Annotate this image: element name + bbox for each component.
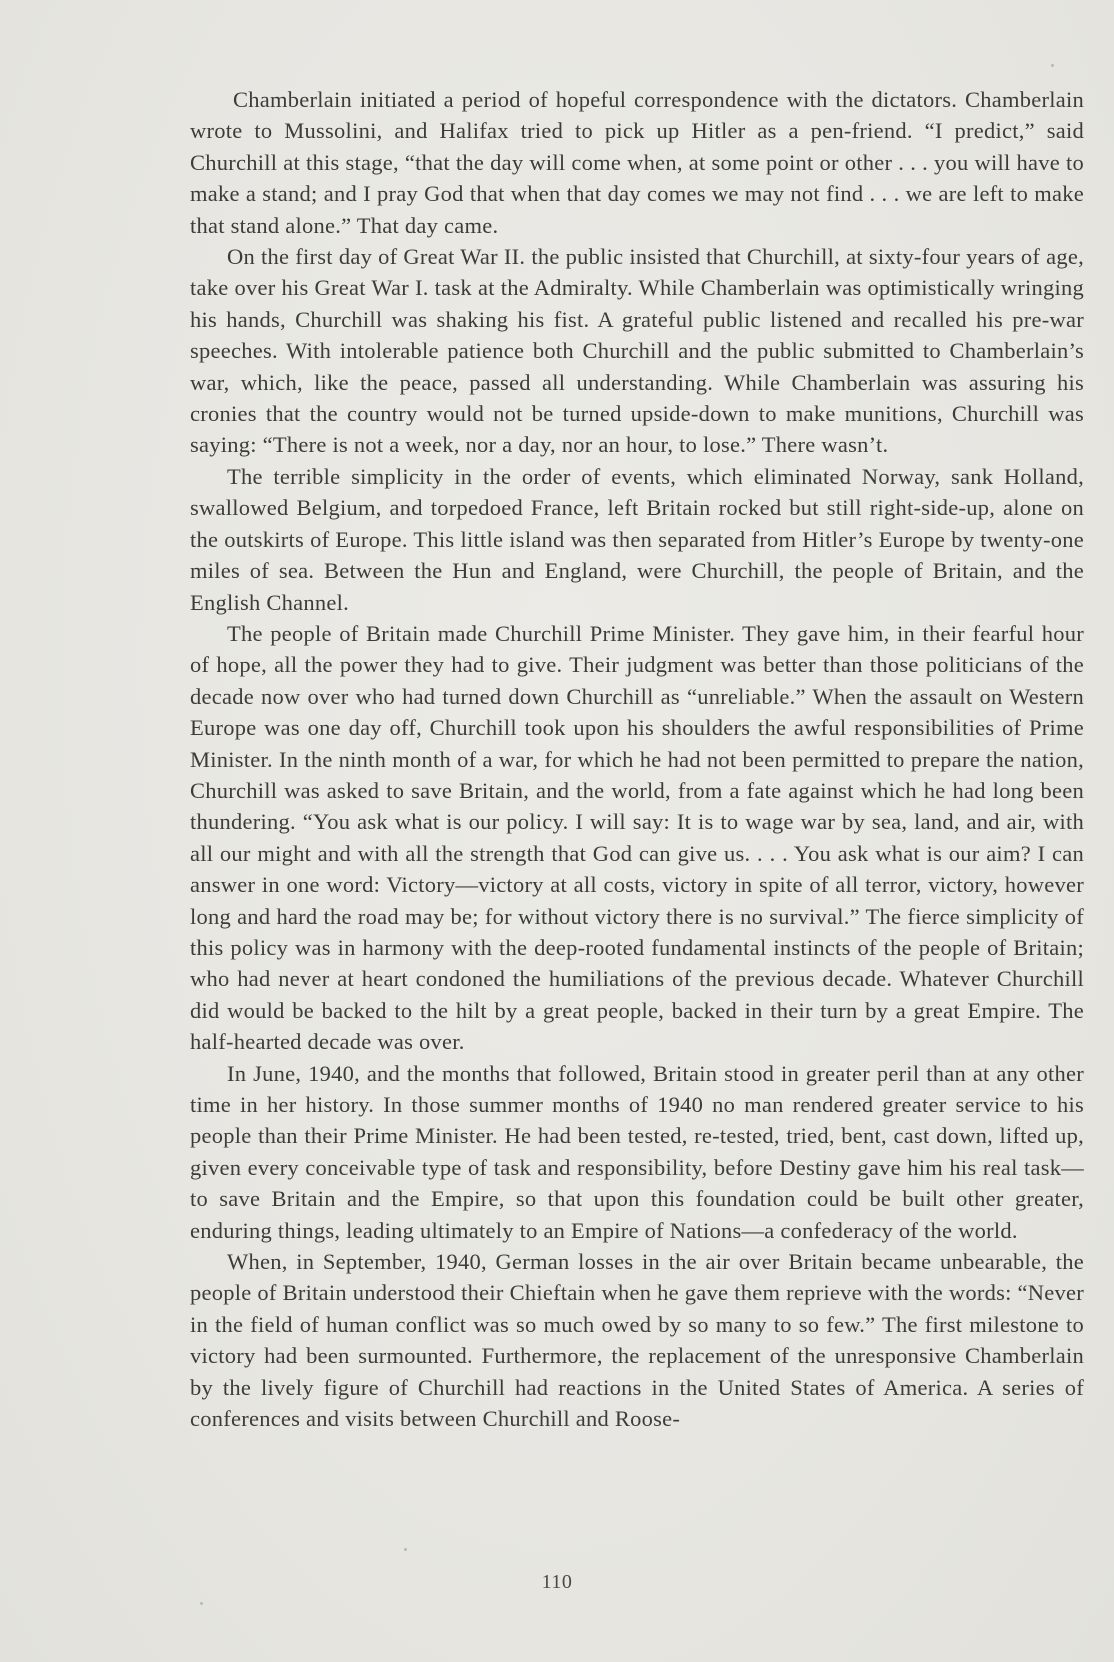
paragraph-5: In June, 1940, and the months that followed, Britain stood in greater peril than at any other time in her history. In those summer months of 1940 no man rendered greater service to his people than their Prime Minister. He had been tested, re-tested, tried, bent, cast down, lifted up, given every conceivable type of task and responsibility, before Destiny gave him his real task—to save Britain and the Empire, so that upon this foundation could be built other greater, enduring things, leading ultimately to an Empire of Nations—a confederacy of the world. <box>190 1060 1084 1243</box>
paragraph-4: The people of Britain made Churchill Prime Minister. They gave him, in their fearful hour of hope, all the power they had to give. Their judgment was better than those politicians of the decade now over who had turned down Churchill as “unreliable.” When the assault on Western Europe was one day off, Churchill took upon his shoulders the awful responsibilities of Prime Minister. In the ninth month of a war, for which he had not been permitted to prepare the nation, Churchill was asked to save Britain, and the world, from a fate against which he had long been thundering. “You ask what is our policy. I will say: It is to wage war by sea, land, and air, with all our might and with all the strength that God can give us. . . . You ask what is our aim? I can answer in one word: Victory—victory at all costs, victory in spite of all terror, victory, however long and hard the road may be; for without victory there is no survival.” The fierce simplicity of this policy was in harmony with the deep-rooted fundamental instincts of the people of Britain; who had never at heart condoned the humiliations of the previous decade. Whatever Churchill did would be backed to the hilt by a great people, backed in their turn by a great Empire. The half-hearted decade was over. <box>190 620 1084 1055</box>
paragraph-3: The terrible simplicity in the order of events, which eliminated Norway, sank Holland, swallowed Belgium, and torpedoed France, left Britain rocked but still right-side-up, alone on the outskirts of Europe. This little island was then separated from Hitler’s Europe by twenty-one miles of sea. Between the Hun and England, were Churchill, the people of Britain, and the English Channel. <box>190 463 1084 615</box>
body-text <box>190 84 1084 1434</box>
paper-speck <box>404 1548 407 1551</box>
page-number: 110 <box>541 1571 573 1593</box>
paragraph-6: When, in September, 1940, German losses in the air over Britain became unbearable, the people of Britain understood their Chieftain when he gave them reprieve with the words: “Never in the field of human conflict was so much owed by so many to so few.” The first milestone to victory had been surmounted. Furthermore, the replacement of the unresponsive Chamberlain by the lively figure of Churchill had reactions in the United States of America. A series of conferences and visits between Churchill and Roose- <box>190 1249 1084 1432</box>
paper-speck <box>1051 64 1054 67</box>
paper-speck <box>200 1602 203 1605</box>
paragraph-2: On the first day of Great War II. the public insisted that Churchill, at sixty-four years of age, take over his Great War I. task at the Admiralty. While Chamberlain was optimistically wringing his hands, Churchill was shaking his fist. A grateful public listened and recalled his pre-war speeches. With intolerable patience both Churchill and the public submitted to Chamberlain’s war, which, like the peace, passed all understanding. While Chamberlain was assuring his cronies that the country would not be turned upside-down to make munitions, Churchill was saying: “There is not a week, nor a day, nor an hour, to lose.” There wasn’t. <box>190 244 1084 458</box>
paragraph-1: Chamberlain initiated a period of hopeful correspondence with the dictators. Chamberlain wrote to Mussolini, and Halifax tried to pick up Hitler as a pen-friend. “I predict,” said Churchill at this stage, “that the day will come when, at some point or other . . . you will have to make a stand; and I pray God that when that day comes we may not find . . . we are left to make that stand alone.” That day came. <box>190 87 1084 238</box>
